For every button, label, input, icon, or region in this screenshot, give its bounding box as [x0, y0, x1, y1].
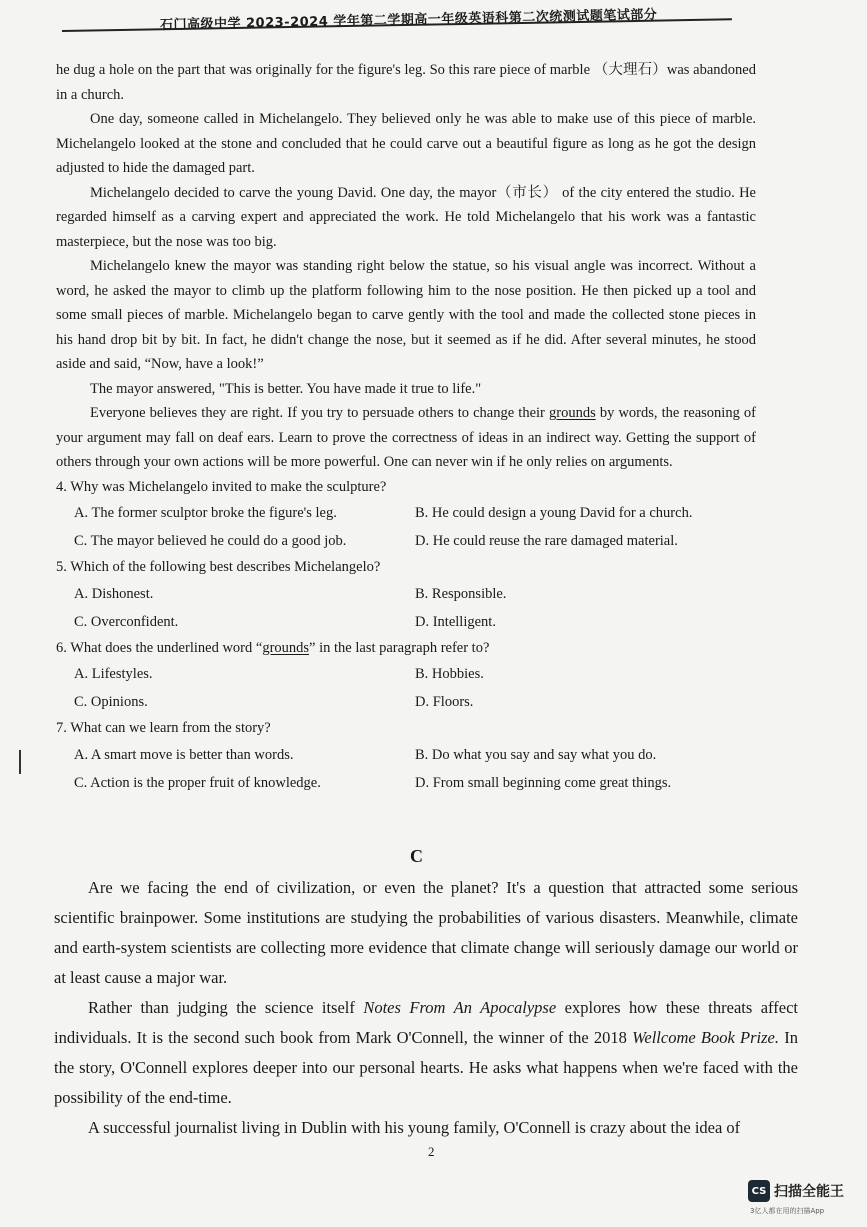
- option-d: D. From small beginning come great things.: [415, 774, 672, 791]
- option-a: A. Dishonest.: [74, 585, 154, 602]
- passage-paragraph: Are we facing the end of civilization, or even the planet? It's a question that attracted some serious scientific brainpower. Some institutions are studying the probabilities of various disasters. Meanwhile, climate and earth-system scientists are collecting more evidence that climate change will seriously damage our world or at least cause a major war.: [54, 878, 798, 987]
- text-segment: Everyone believes they are right. If you try to persuade others to change their: [90, 405, 549, 421]
- passage-paragraph: Michelangelo decided to carve the young David. One day, the mayor（市长） of the city entered the studio. He regarded himself as a carving expert and appreciated the work. He told Michelangelo that his work was a fantastic masterpiece, but the nose was too big.: [56, 184, 756, 250]
- text-segment: explores how these threats affect individuals. It is the second such book from Mark O'Connell, the winner of the 2018: [54, 998, 798, 1047]
- text-segment: ” in the last paragraph refer to?: [309, 639, 490, 656]
- option-b: B. Responsible.: [415, 585, 507, 602]
- option-b: B. Do what you say and say what you do.: [415, 746, 657, 763]
- option-d: D. He could reuse the rare damaged material.: [415, 533, 678, 549]
- passage-paragraph: A successful journalist living in Dublin with his young family, O'Connell is crazy about the idea of: [88, 1118, 741, 1137]
- option-a: A. A smart move is better than words.: [74, 746, 294, 763]
- passage-c: [54, 873, 798, 1143]
- underlined-word: grounds: [262, 639, 310, 656]
- exam-header: 石门高级中学 2023-2024 学年第二学期高一年级英语科第二次统测试题笔试部分: [159, 7, 658, 33]
- option-c: C. The mayor believed he could do a good job.: [74, 533, 347, 549]
- passage-paragraph: [54, 993, 798, 1113]
- question-stem: [56, 636, 756, 661]
- question-7: [56, 716, 756, 797]
- option-a: A. Lifestyles.: [74, 666, 153, 682]
- watermark-title: 扫描全能王: [774, 1184, 844, 1200]
- question-stem: 4. Why was Michelangelo invited to make the sculpture?: [56, 478, 387, 495]
- option-d: D. Intelligent.: [415, 613, 496, 630]
- option-c: C. Overconfident.: [74, 613, 179, 630]
- option-c: C. Action is the proper fruit of knowledge.: [74, 774, 321, 791]
- margin-mark: [19, 750, 21, 774]
- option-d: D. Floors.: [415, 694, 474, 710]
- question-5: [56, 555, 756, 636]
- text-segment: In the story, O'Connell explores deeper into our personal hearts. He asks what happens when we're faced with the possibility of the end-time.: [54, 1028, 798, 1107]
- options: [56, 660, 756, 716]
- watermark-subtitle: 3亿人都在用的扫描App: [750, 1207, 825, 1215]
- text-segment: by words, the reasoning of your argument may fall on deaf ears. Learn to prove the correctness of ideas in an indirect way. Getting the support of others through your own actions will be more powerful. One can never win if he only relies on arguments.: [56, 405, 757, 470]
- text-segment: 6. What does the underlined word “: [56, 639, 263, 656]
- passage-paragraph: One day, someone called in Michelangelo. They believed only he was able to make use of this piece of marble. Michelangelo looked at the stone and concluded that he could carve out a beautiful figure as long as he got the design adjusted to hide the damaged part.: [56, 111, 756, 176]
- text-segment: Rather than judging the science itself: [88, 998, 364, 1017]
- question-stem: 7. What can we learn from the story?: [56, 720, 271, 736]
- underlined-word: grounds: [548, 405, 596, 421]
- options: [56, 499, 756, 555]
- camscanner-logo-icon: CS: [748, 1180, 770, 1202]
- scanner-watermark: [748, 1180, 858, 1220]
- option-c: C. Opinions.: [74, 694, 148, 710]
- passage-paragraph: Michelangelo knew the mayor was standing right below the statue, so his visual angle was incorrect. Without a word, he asked the mayor to climb up the platform following him to the nose position. He then picked up a tool and some small pieces of marble. Michelangelo began to carve gently with the tool and made the collected stone pieces in his hand drop bit by bit. In fact, he didn't change the nose, but it seemed as if he did. After several minutes, he stood aside and said, “Now, have a look!”: [56, 258, 756, 372]
- passage-b: [56, 58, 756, 797]
- section-heading: C: [410, 846, 423, 866]
- book-title: Notes From An Apocalypse: [363, 998, 557, 1017]
- page-number: 2: [428, 1144, 435, 1159]
- passage-paragraph: he dug a hole on the part that was originally for the figure's leg. So this rare piece of marble （大理石）was abandoned in a church.: [56, 62, 756, 103]
- option-a: A. The former sculptor broke the figure's leg.: [74, 505, 337, 521]
- prize-title: Wellcome Book Prize.: [632, 1028, 780, 1047]
- options: [56, 741, 756, 797]
- question-4: [56, 475, 756, 556]
- passage-last-paragraph: [56, 401, 756, 475]
- passage-paragraph: The mayor answered, "This is better. You have made it true to life.": [90, 380, 482, 397]
- option-b: B. He could design a young David for a church.: [415, 505, 693, 521]
- option-b: B. Hobbies.: [415, 666, 484, 682]
- question-6: [56, 636, 756, 717]
- options: [56, 580, 756, 636]
- question-stem: 5. Which of the following best describes Michelangelo?: [56, 559, 381, 575]
